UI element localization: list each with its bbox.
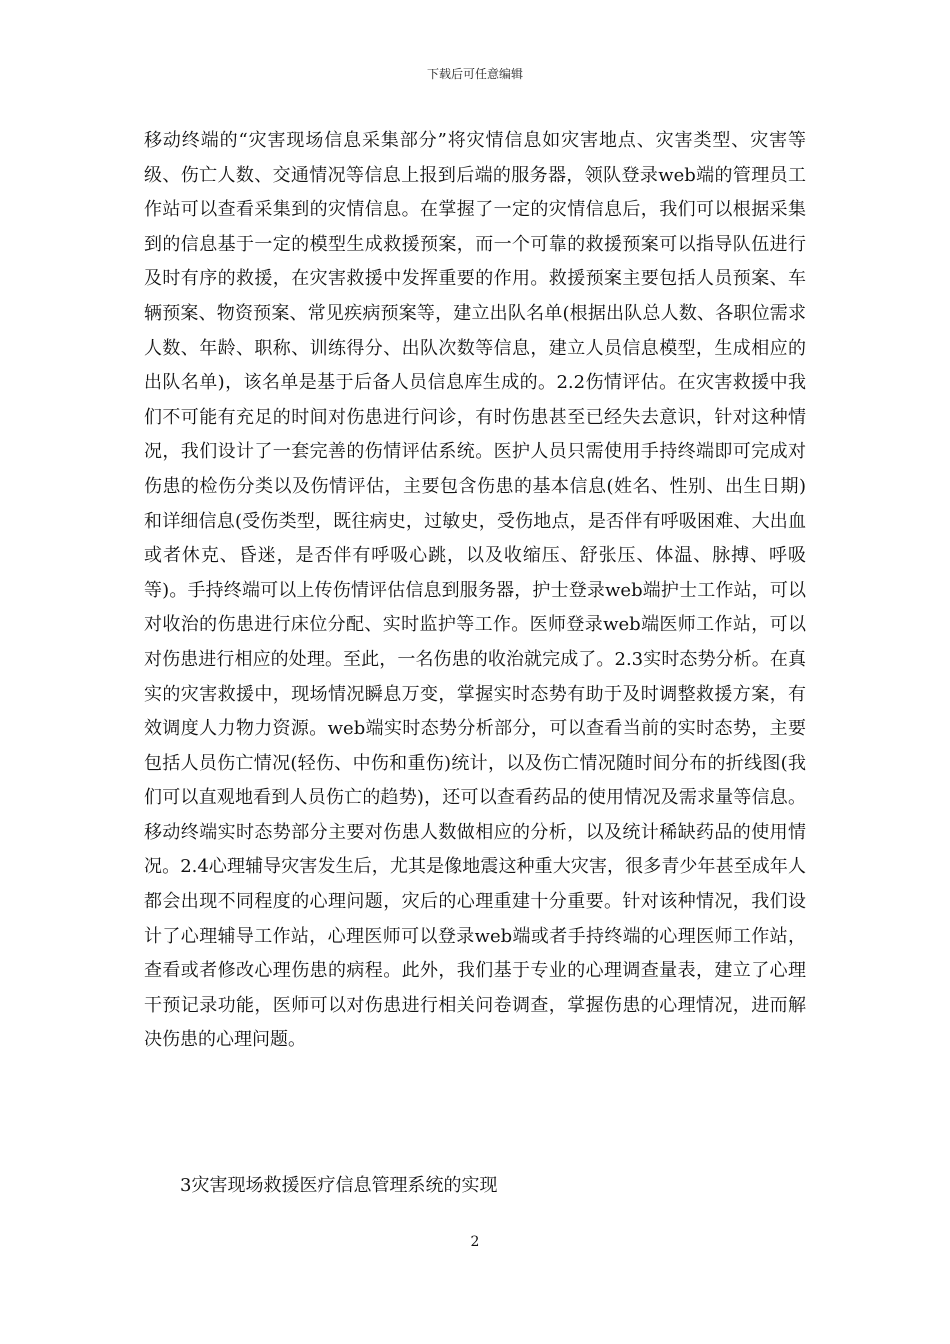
page-header: 下载后可任意编辑 bbox=[426, 67, 523, 81]
page-number: 2 bbox=[470, 1234, 480, 1250]
section-heading: 3灾害现场救援医疗信息管理系统的实现 bbox=[180, 1175, 498, 1196]
body-text bbox=[144, 124, 806, 1058]
body-paragraph: 移动终端的“灾害现场信息采集部分”将灾情信息如灾害地点、灾害类型、灾害等级、伤亡人数、交通情况等信息上报到后端的服务器，领队登录web端的管理员工作站可以查看采集到的灾情信息。在掌握了一定的灾情信息后，我们可以根据采集到的信息基于一定的模型生成救援预案，而一个可靠的救援预案可以指导队伍进行及时有序的救援，在灾害救援中发挥重要的作用。救援预案主要包括人员预案、车辆预案、物资预案、常见疾病预案等，建立出队名单(根据出队总人数、各职位需求人数、年龄、职称、训练得分、出队次数等信息，建立人员信息模型，生成相应的出队名单)，该名单是基于后备人员信息库生成的。2.2伤情评估。在灾害救援中我们不可能有充足的时间对伤患进行问诊，有时伤患甚至已经失去意识，针对这种情况，我们设计了一套完善的伤情评估系统。医护人员只需使用手持终端即可完成对伤患的检伤分类以及伤情评估，主要包含伤患的基本信息(姓名、性别、出生日期)和详细信息(受伤类型，既往病史，过敏史，受伤地点，是否伴有呼吸困难、大出血或者休克、昏迷，是否伴有呼吸心跳，以及收缩压、舒张压、体温、脉搏、呼吸等)。手持终端可以上传伤情评估信息到服务器，护士登录web端护士工作站，可以对收治的伤患进行床位分配、实时监护等工作。医师登录web端医师工作站，可以对伤患进行相应的处理。至此，一名伤患的收治就完成了。2.3实时态势分析。在真实的灾害救援中，现场情况瞬息万变，掌握实时态势有助于及时调整救援方案，有效调度人力物力资源。web端实时态势分析部分，可以查看当前的实时态势，主要包括人员伤亡情况(轻伤、中伤和重伤)统计，以及伤亡情况随时间分布的折线图(我们可以直观地看到人员伤亡的趋势)，还可以查看药品的使用情况及需求量等信息。移动终端实时态势部分主要对伤患人数做相应的分析，以及统计稀缺药品的使用情况。2.4心理辅导灾害发生后，尤其是像地震这种重大灾害，很多青少年甚至成年人都会出现不同程度的心理问题，灾后的心理重建十分重要。针对该种情况，我们设计了心理辅导工作站，心理医师可以登录web端或者手持终端的心理医师工作站，查看或者修改心理伤患的病程。此外，我们基于专业的心理调查量表，建立了心理干预记录功能，医师可以对伤患进行相关问卷调查，掌握伤患的心理情况，进而解决伤患的心理问题。 bbox=[144, 130, 806, 1051]
